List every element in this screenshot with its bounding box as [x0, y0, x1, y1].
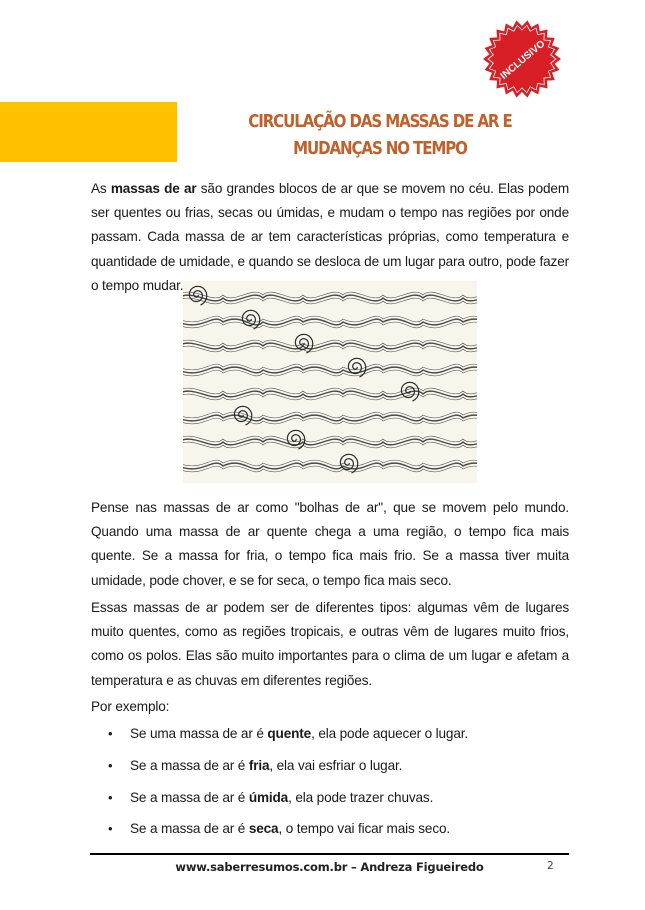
bullet-icon: •: [108, 821, 113, 837]
page-title: [208, 109, 552, 163]
list-item: [108, 786, 568, 818]
badge-label: INCLUSIVO: [498, 38, 548, 82]
bullet-icon: •: [108, 789, 113, 805]
footer-credit: www.saberresumos.com.br – Andreza Figueiredo: [175, 860, 484, 874]
list-item-text: , ela vai esfriar o lugar.: [269, 757, 403, 773]
bullet-icon: •: [108, 726, 113, 741]
list-item-text: , o tempo vai ficar mais seco.: [278, 821, 450, 837]
inclusivo-badge: [482, 19, 562, 99]
footer-divider: [90, 853, 569, 855]
intro-text-pre: As: [91, 181, 111, 196]
wind-swirls-icon: [183, 281, 477, 483]
page-number: 2: [547, 860, 554, 872]
wind-swirls-illustration: [183, 281, 477, 483]
title-line-2: MUDANÇAS NO TEMPO: [293, 139, 467, 159]
list-item-bold: úmida: [248, 789, 289, 805]
intro-paragraph: [91, 177, 569, 298]
list-item-text: Se a massa de ar é: [130, 757, 249, 773]
list-item-text: , ela pode aquecer o lugar.: [311, 726, 468, 741]
list-item: [108, 722, 568, 754]
bubbles-paragraph: Pense nas massas de ar como "bolhas de ar", que se movem pelo mundo. Quando uma massa de ar quente chega a uma região, o tempo fica mais quente. Se a massa for fria, o tempo fica mais frio. Se a massa tiver muita umidade, pode chover, e se for seca, o tempo fica mais seco.: [91, 500, 569, 588]
list-item-bold: quente: [267, 726, 312, 741]
intro-bold-term: massas de ar: [110, 181, 197, 196]
list-item-text: Se a massa de ar é: [130, 821, 249, 837]
intro-text-post: são grandes blocos de ar que se movem no céu. Elas podem ser quentes ou frias, secas ou úmidas, e mudam o tempo nas regiões por onde passam. Cada massa de ar tem características próprias, como temperatura e quantidade de umidade, e quando se desloca de um lugar para outro, pode fazer o tempo mudar.: [91, 181, 569, 293]
wind-swirl: [348, 358, 365, 377]
examples-list: [108, 722, 568, 849]
list-item-text: Se a massa de ar é: [130, 789, 249, 805]
header-accent-bar: [0, 102, 177, 162]
wind-swirl: [242, 310, 259, 329]
bullet-icon: •: [108, 757, 113, 773]
list-item: [108, 754, 568, 786]
wind-swirl: [340, 454, 357, 473]
title-line-1: CIRCULAÇÃO DAS MASSAS DE AR E: [248, 112, 512, 132]
list-item-bold: seca: [248, 821, 279, 837]
list-item-bold: fria: [248, 757, 270, 773]
types-paragraph: Essas massas de ar podem ser de diferentes tipos: algumas vêm de lugares muito quentes, como as regiões tropicais, e outras vêm de lugares muito frios, como os polos. Elas são muito importantes para o clima de um lugar e afetam a temperatura e as chuvas em diferentes regiões.: [91, 600, 569, 688]
list-item-text: Se uma massa de ar é: [130, 726, 268, 741]
example-intro: Por exemplo:: [91, 699, 170, 714]
starburst-seal-icon: [482, 19, 562, 99]
list-item: [108, 817, 568, 849]
list-item-text: , ela pode trazer chuvas.: [288, 789, 434, 805]
